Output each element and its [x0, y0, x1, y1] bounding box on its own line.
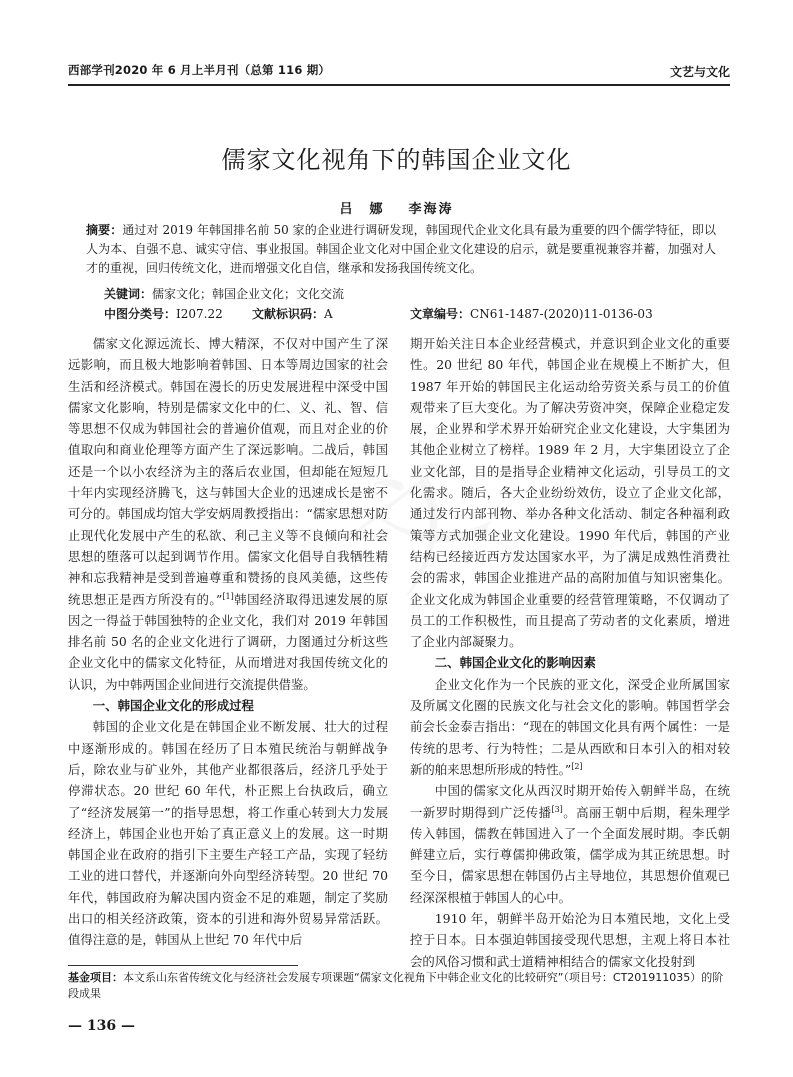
journal-issue-line: 西部学刊2020 年 6 月上半月刊（总第 116 期） — [68, 63, 331, 77]
document-code — [252, 305, 333, 323]
paragraph: 中国的儒家文化从西汉时期开始传入朝鲜半岛，在统一新罗时期得到广泛传播[3]。高丽王朝中后期，程朱理学传入韩国，儒教在韩国进入了一个全面发展时期。李氏朝鲜建立后，实行尊儒抑佛政策，儒学成为其正统思想。时至今日，儒家思想在韩国仍占主导地位，其思想价值观已经深深根植于韩国人的心中。 — [410, 783, 731, 905]
article-number-label: 文章编号： — [410, 307, 471, 321]
paragraph: 儒家文化源远流长、博大精深，不仅对中国产生了深远影响，而且极大地影响着韩国、日本等周边国家的社会生活和经济模式。韩国在漫长的历史发展进程中深受中国儒家文化影响，特别是儒家文化中的仁、义、礼、智、信等思想不仅成为韩国社会的普遍价值观，而且对企业的价值取向和商业伦理等方面产生了深远影响。二战后，韩国还是一个以小农经济为主的落后农业国，但却能在短短几十年内实现经济腾飞，这与韩国大企业的迅速成长是密不可分的。韩国成均馆大学安炳周教授指出：“儒家思想对防止现代化发展中产生的私欲、利己主义等不良倾向和社会思想的堕落可以起到调节作用。儒家文化倡导自我牺牲精神和忘我精神是受到普遍尊重和赞扬的良风美德，这些传统思想正是西方所没有的。”[1]韩国经济取得迅速发展的原因之一得益于韩国独特的企业文化，我们对 2019 年韩国排名前 50 名的企业文化进行了调研，力图通过分析这些企业文化中的儒家文化特征，从而增进对我国传统文化的认识，为中韩两国企业间进行交流提供借鉴。 — [68, 336, 389, 692]
article-number-value: CN61-1487-(2020)11-0136-03 — [470, 307, 653, 321]
clc-number — [104, 305, 223, 323]
paragraph: 1910 年，朝鲜半岛开始沦为日本殖民地，文化上受控于日本。日本强迫韩国接受现代思想，主观上将日本社会的风俗习惯和武士道精神相结合的儒家文化投射到 — [410, 911, 730, 969]
article-number — [410, 305, 653, 323]
paragraph: 期开始关注日本企业经营模式，并意识到企业文化的重要性。20 世纪 80 年代，韩国企业在规模上不断扩大，但 1987 年开始的韩国民主化运动给劳资关系与员工的价值观带来了巨大变化。为了解决劳资冲突，保障企业稳定发展，企业界和学术界开始研究企业文化建设，大宇集团为其他企业树立了榜样。1989 年 2 月，大宇集团设立了企业文化部，目的是指导企业精神文化运动，引导员工的文化需求。随后，各大企业纷纷效仿，设立了企业文化部，通过发行内部刊物、举办各种文化活动、制定各种福利政策等方式加强企业文化建设。1990 年代后，韩国的产业结构已经接近西方发达国家水平，为了满足成熟性消费社会的需求，韩国企业推进产品的高附加值与知识密集化。企业文化成为韩国企业重要的经营管理策略，不仅调动了员工的工作积极性，而且提高了劳动者的文化素质，增进了企业内部凝聚力。 — [410, 336, 730, 650]
author-2: 李海涛 — [408, 202, 454, 217]
doc-code-label: 文献标识码： — [252, 307, 325, 321]
header-rule — [68, 84, 730, 86]
clc-label: 中图分类号： — [104, 307, 177, 321]
authors — [0, 198, 793, 217]
article-title: 儒家文化视角下的韩国企业文化 — [221, 146, 572, 174]
paragraph: 韩国的企业文化是在韩国企业不断发展、壮大的过程中逐渐形成的。韩国在经历了日本殖民统治与朝鲜战争后，除农业与矿业外，其他产业都很落后，经济几乎处于停滞状态。20 世纪 60 年代，朴正熙上台执政后，确立了“经济发展第一”的指导思想，将工作重心转到大力发展经济上，韩国企业也开始了真正意义上的发展。这一时期韩国企业在政府的指引下主要生产轻工产品，实现了轻纺工业的进口替代，并逐渐向外向型经济转型。20 世纪 70 年代，韩国政府为解决国内资金不足的难题，制定了奖励出口的相关经济政策，资本的引进和海外贸易异常活跃。值得注意的是，韩国从上世纪 70 年代中后 — [68, 719, 388, 948]
abstract-text: 通过对 2019 年韩国排名前 50 家的企业进行调研发现，韩国现代企业文化具有最为重要的四个儒学特征，即以人为本、自强不息、诚实守信、事业报国。韩国企业文化对中国企业文化建设的启示，就是要重视兼容并蓄，加强对人才的重视，回归传统文化，进而增强文化自信，继承和发扬我国传统文化。 — [86, 223, 716, 275]
funding-footnote — [68, 970, 730, 1002]
paragraph: 企业文化作为一个民族的亚文化，深受企业所属国家及所属文化圈的民族文化与社会文化的影响。韩国哲学会前会长金泰吉指出：“现在的韩国文化具有两个属性：一是传统的思考、行为特性；二是从西欧和日本引入的相对较新的舶来思想所形成的特性。”[2] — [410, 676, 730, 777]
right-column — [410, 333, 730, 972]
left-column — [68, 333, 388, 951]
footnote-text: 本文系山东省传统文化与经济社会发展专项课题“儒家文化视角下中韩企业文化的比较研究”（项目号：CT201911035）的阶段成果 — [68, 971, 724, 1000]
citation: [3] — [551, 804, 563, 814]
author-1: 吕 娜 — [339, 202, 385, 217]
doc-code-value: A — [324, 307, 333, 321]
abstract-label: 摘要： — [86, 223, 123, 237]
citation: [2] — [571, 761, 583, 771]
keywords — [104, 285, 724, 303]
section-heading-2: 二、韩国企业文化的影响因素 — [434, 655, 596, 671]
section-heading-1: 一、韩国企业文化的形成过程 — [92, 698, 254, 714]
clc-value: I207.22 — [176, 307, 223, 321]
keywords-label: 关键词： — [104, 287, 153, 301]
section-name: 文艺与文化 — [669, 65, 730, 79]
footnote-label: 基金项目： — [68, 971, 123, 984]
page-number: — 136 — — [68, 1018, 135, 1034]
running-header — [68, 62, 730, 82]
citation: [1] — [222, 591, 234, 601]
abstract — [86, 221, 716, 278]
footnote-rule — [68, 965, 298, 966]
keywords-text: 儒家文化；韩国企业文化；文化交流 — [152, 287, 345, 301]
